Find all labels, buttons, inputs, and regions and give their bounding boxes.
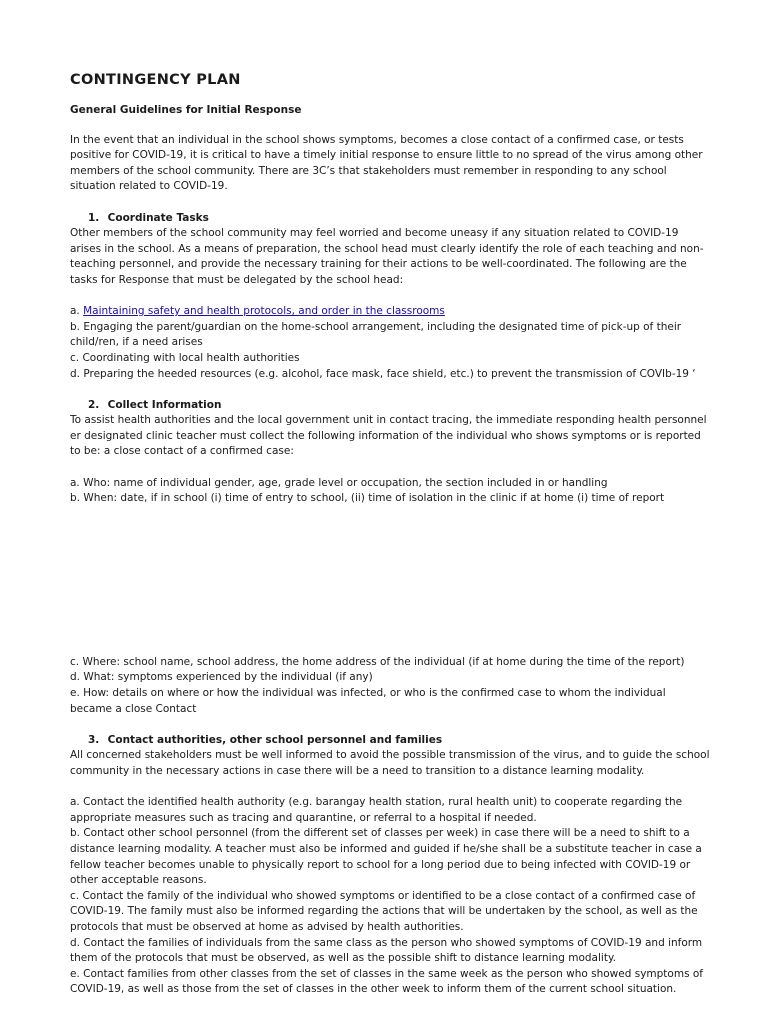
section-2-number: 2. bbox=[88, 398, 100, 411]
section-2-heading bbox=[70, 398, 710, 414]
section-1-title: Coordinate Tasks bbox=[107, 211, 209, 224]
document-subtitle: General Guidelines for Initial Response bbox=[70, 104, 302, 116]
intro-paragraph: In the event that an individual in the school shows symptoms, becomes a close contact of a confirmed case, or tests positive for COVID-19, it is critical to have a timely initial response to ensure little to no spread of the virus among other members of the school community. There are 3C’s that stakeholders must remember in responding to any school situation related to COVID-19. bbox=[70, 133, 703, 193]
section-2-item-a: a. Who: name of individual gender, age, grade level or occupation, the section included in or handling bbox=[70, 476, 608, 489]
section-2-item-d: d. What: symptoms experienced by the individual (if any) bbox=[70, 671, 373, 684]
section-3-item-d: d. Contact the families of individuals from the same class as the person who showed symptoms of COVID-19 and inform them of the protocols that must be observed, as well as the possible shift to distance learning modality. bbox=[70, 936, 703, 965]
section-1-body: Other members of the school community may feel worried and become uneasy if any situation related to COVID-19 arises in the school. As a means of preparation, the school head must clearly identify the role of each teaching and non-teaching personnel, and provide the necessary training for their actions to be well-coordinated. The following are the tasks for Response that must be delegated by the school head: bbox=[70, 227, 704, 286]
section-3-item-e: e. Contact families from other classes from the set of classes in the same week as the person who showed symptoms of COVID-19, as well as those from the set of classes in the other week to inform them of the current school situation. bbox=[70, 967, 703, 996]
section-2-title: Collect Information bbox=[107, 398, 222, 411]
section-1-item-b: b. Engaging the parent/guardian on the home-school arrangement, including the designated time of pick-up of their child/ren, if a need arises bbox=[70, 320, 682, 349]
section-2-body: To assist health authorities and the local government unit in contact tracing, the immediate responding health personnel er designated clinic teacher must collect the following information of the individual who shows symptoms or is reported to be: a close contact of a confirmed case: bbox=[70, 414, 707, 458]
section-1-item-d: d. Preparing the heeded resources (e.g. alcohol, face mask, face shield, etc.) to prevent the transmission of COVIb-19 ‘ bbox=[70, 367, 696, 380]
section-1-item-a bbox=[70, 304, 710, 320]
section-3-title: Contact authorities, other school personnel and families bbox=[107, 733, 443, 746]
section-1-item-c: c. Coordinating with local health authorities bbox=[70, 351, 300, 364]
section-2-item-b: b. When: date, if in school (i) time of entry to school, (ii) time of isolation in the clinic if at home (i) time of report bbox=[70, 492, 665, 505]
document-title: CONTINGENCY PLAN bbox=[70, 72, 241, 88]
section-2-item-e: e. How: details on where or how the individual was infected, or who is the confirmed case to whom the individual became a close Contact bbox=[70, 687, 666, 715]
section-3-item-a: a. Contact the identified health authority (e.g. barangay health station, rural health unit) to cooperate regarding the appropriate measures such as tracing and quarantine, or referral to a hospital if needed. bbox=[70, 796, 683, 824]
document-page bbox=[70, 70, 710, 998]
blank-space bbox=[70, 507, 710, 655]
section-1-item-a-prefix: a. bbox=[70, 305, 80, 318]
section-3-heading bbox=[70, 733, 710, 749]
section-3-item-b: b. Contact other school personnel (from the different set of classes per week) in case there will be a need to shift to a distance learning modality. A teacher must also be informed and guided if he/she shall be a substitute teacher in case a fellow teacher becomes unable to physically report to school for a long period due to being infected with COVID-19 or other acceptable reasons. bbox=[70, 827, 702, 887]
section-3-number: 3. bbox=[88, 733, 100, 746]
section-1-heading bbox=[70, 211, 710, 227]
section-2-item-c: c. Where: school name, school address, the home address of the individual (if at home during the time of the report) bbox=[70, 655, 685, 668]
section-3-body: All concerned stakeholders must be well informed to avoid the possible transmission of the virus, and to guide the school community in the necessary actions in case there will be a need to transition to a distance learning modality. bbox=[70, 749, 710, 777]
section-1-number: 1. bbox=[88, 211, 100, 224]
section-3-item-c: c. Contact the family of the individual who showed symptoms or identified to be a close contact of a confirmed case of COVID-19. The family must also be informed regarding the actions that will be undertaken by the school, as well as the protocols that must be observed at home as advised by health authorities. bbox=[70, 889, 698, 933]
section-1-item-a-link[interactable]: Maintaining safety and health protocols, and order in the classrooms bbox=[83, 305, 445, 318]
